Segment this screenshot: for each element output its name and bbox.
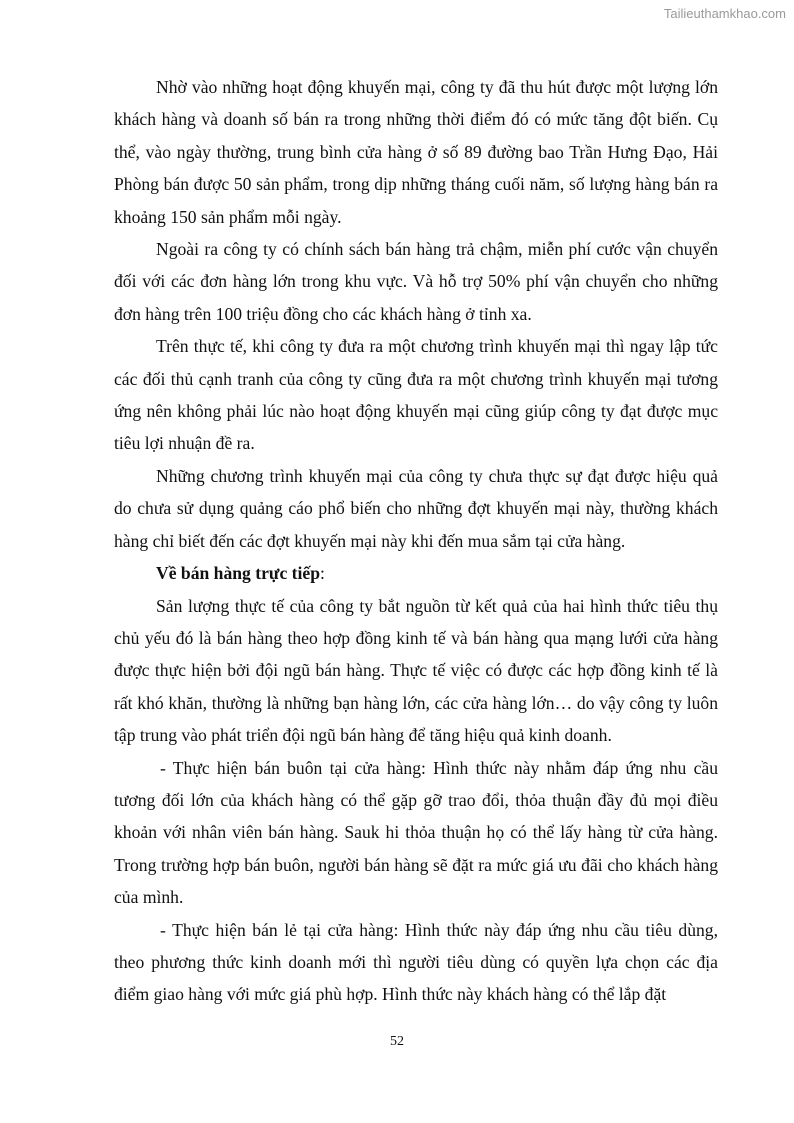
page-number: 52 [390,1034,404,1049]
section-heading-colon: : [320,563,325,584]
paragraph: Nhờ vào những hoạt động khuyến mại, công ty đã thu hút được một lượng lớn khách hàng và doanh số bán ra trong những thời điểm đó có mức tăng đột biến. Cụ thể, vào ngày thường, trung bình cửa hàng ở số 89 đường bao Trần Hưng Đạo, Hải Phòng bán được 50 sản phẩm, trong dịp những tháng cuối năm, số lượng hàng bán ra khoảng 150 sản phẩm mỗi ngày. [114,77,718,227]
document-body [114,71,718,1011]
section-heading-label: Về bán hàng trực tiếp [156,563,321,584]
paragraph: Những chương trình khuyến mại của công ty chưa thực sự đạt được hiệu quả do chưa sử dụng quảng cáo phổ biến cho những đợt khuyến mại này, thường khách hàng chỉ biết đến các đợt khuyến mại này khi đến mua sắm tại cửa hàng. [114,465,718,551]
watermark: Tailieuthamkhao.com [663,6,786,21]
section-heading [114,557,718,589]
paragraph: Ngoài ra công ty có chính sách bán hàng trả chậm, miễn phí cước vận chuyển đối với các đơn hàng lớn trong khu vực. Và hỗ trợ 50% phí vận chuyển cho những đơn hàng trên 100 triệu đồng cho các khách hàng ở tỉnh xa. [114,239,718,324]
paragraph: Sản lượng thực tế của công ty bắt nguồn từ kết quả của hai hình thức tiêu thụ chủ yếu đó là bán hàng theo hợp đồng kinh tế và bán hàng qua mạng lưới cửa hàng được thực hiện bởi đội ngũ bán hàng. Thực tế việc có được các hợp đồng kinh tế là rất khó khăn, thường là những bạn hàng lớn, các cửa hàng lớn… do vậy công ty luôn tập trung vào phát triển đội ngũ bán hàng để tăng hiệu quả kinh doanh. [114,595,718,746]
paragraph: Trên thực tế, khi công ty đưa ra một chương trình khuyến mại thì ngay lập tức các đối thủ cạnh tranh của công ty cũng đưa ra một chương trình khuyến mại tương ứng nên không phải lúc nào hoạt động khuyến mại cũng giúp công ty đạt được mục tiêu lợi nhuận đề ra. [114,336,718,454]
bullet-paragraph: - Thực hiện bán buôn tại cửa hàng: Hình thức này nhằm đáp ứng nhu cầu tương đối lớn của khách hàng có thể gặp gỡ trao đổi, thỏa thuận đầy đủ mọi điều khoản với nhân viên bán hàng. Sauk hi thỏa thuận họ có thể lấy hàng từ cửa hàng. Trong trường hợp bán buôn, người bán hàng sẽ đặt ra mức giá ưu đãi cho khách hàng của mình. [114,757,718,908]
bullet-paragraph: - Thực hiện bán lẻ tại cửa hàng: Hình thức này đáp ứng nhu cầu tiêu dùng, theo phương thức kinh doanh mới thì người tiêu dùng có quyền lựa chọn các địa điểm giao hàng với mức giá phù hợp. Hình thức này khách hàng có thể lắp đặt [114,919,718,1005]
